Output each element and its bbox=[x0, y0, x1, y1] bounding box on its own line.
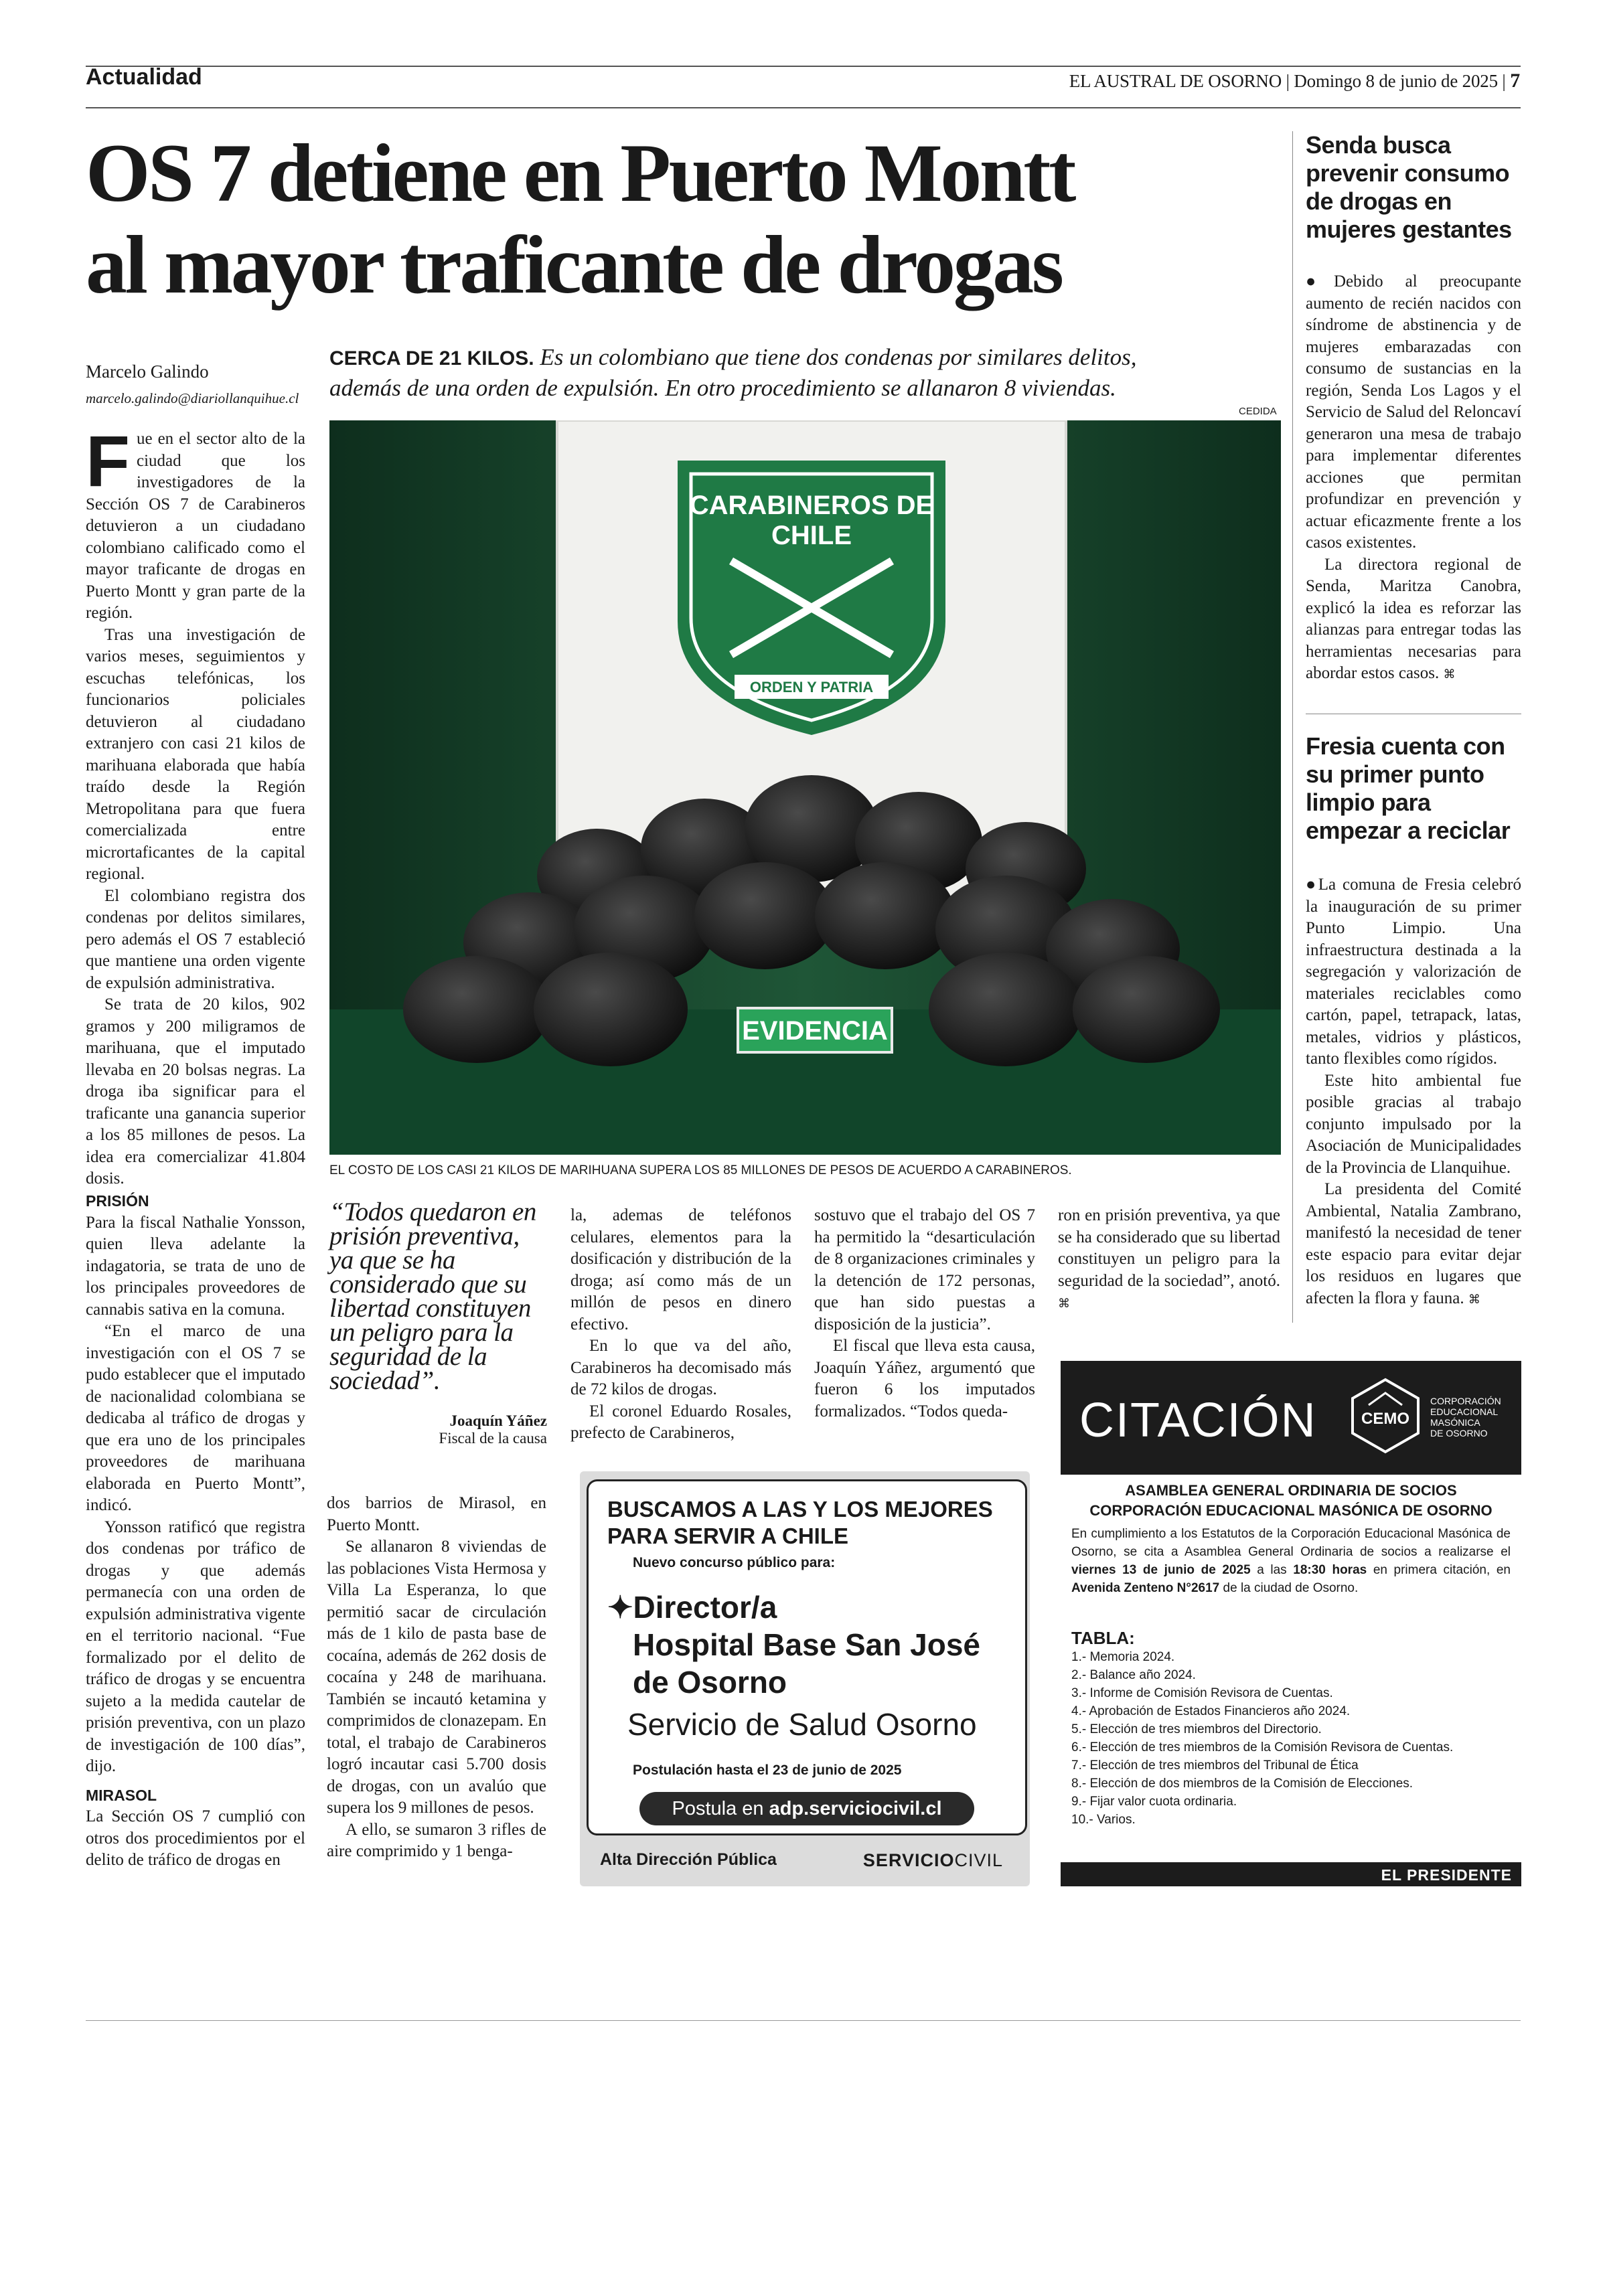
article-column-2 bbox=[327, 1493, 546, 1863]
sidebar2-paragraph-2: Este hito ambiental fue posible gracias al trabajo conjunto impulsado por la Asociación de Municipalidades de la Provincia de Llanquihue. bbox=[1306, 1071, 1521, 1177]
article-column-1b bbox=[86, 1190, 305, 1872]
org-line-2: EDUCACIONAL bbox=[1430, 1406, 1499, 1417]
carabineros-shield bbox=[678, 461, 945, 735]
citation-text-b: a las bbox=[1257, 1563, 1287, 1577]
org-line-3: MASÓNICA bbox=[1430, 1417, 1480, 1428]
ad-card bbox=[587, 1479, 1027, 1835]
sidebar2-title: Fresia cuenta con su primer punto limpio para empezar a reciclar bbox=[1306, 732, 1511, 844]
citation-signature: EL PRESIDENTE bbox=[1381, 1866, 1512, 1884]
photo-illustration bbox=[329, 420, 1281, 1155]
subhead-mirasol: MIRASOL bbox=[86, 1786, 157, 1804]
col4-paragraph-2: El fiscal que lleva esta causa, Joaquín Yáñez, argumentó que fueron 6 los imputados formalizados. “Todos queda- bbox=[814, 1337, 1035, 1420]
col5-paragraph-1: ron en prisión preventiva, ya que se ha considerado que su libertad constituyen un peligro para la seguridad de la sociedad”, anotó. bbox=[1058, 1206, 1280, 1290]
section-label: Actualidad bbox=[86, 64, 202, 90]
article-deck bbox=[329, 343, 1280, 403]
ad-deadline: Postulación hasta el 23 de junio de 2025 bbox=[633, 1762, 902, 1778]
col3-paragraph-2: En lo que va del año, Carabineros ha decomisado más de 72 kilos de drogas. bbox=[570, 1337, 791, 1398]
evidence-tag-text: EVIDENCIA bbox=[742, 1016, 888, 1046]
org-line-1: CORPORACIÓN bbox=[1430, 1396, 1501, 1406]
col2-paragraph-3: A ello, se sumaron 3 rifles de aire comprimido y 1 benga- bbox=[327, 1820, 546, 1860]
agenda-item: 5.- Elección de tres miembros del Directorio. bbox=[1071, 1722, 1322, 1736]
citation-time: 18:30 horas bbox=[1293, 1563, 1367, 1577]
col1-paragraph-2: Tras una investigación de varios meses, seguimientos y escuchas telefónicas, los funcionarios policiales detuvieron al ciudadano extranjero con casi 21 kilos de marihuana elaborada que había traído desde la Región Metropolitana para que fuera comercializada entre micrortaficantes de la capital regional. bbox=[86, 625, 305, 883]
ad-role bbox=[607, 1588, 980, 1701]
pull-quote: “Todos quedaron en prisión preventiva, ya que se ha considerado que su libertad constituyen un peligro para la seguridad de la sociedad”. bbox=[329, 1198, 536, 1395]
page-bottom-rule bbox=[86, 2020, 1521, 2021]
col4-paragraph-1: sostuvo que el trabajo del OS 7 ha permitido la “desarticulación de 8 organizaciones criminales y la detención de 172 personas, que han sido puestas a disposición de la justicia”. bbox=[814, 1206, 1035, 1333]
job-advertisement bbox=[580, 1471, 1030, 1886]
drop-cap: F bbox=[86, 420, 130, 501]
col1-paragraph-4: Se trata de 20 kilos, 902 gramos y 200 miligramos de marihuana, que el imputado llevaba en 20 bolsas negras. La droga iba significar para el traficante una ganancia superior a los 85 millones de pesos. La idea era comercializar 41.804 dosis. bbox=[86, 995, 305, 1187]
citation-title-line-2: CORPORACIÓN EDUCACIONAL MASÓNICA DE OSORNO bbox=[1089, 1502, 1493, 1519]
servicio-civil-logo bbox=[863, 1850, 1003, 1871]
sidebar1-body bbox=[1306, 271, 1521, 686]
ad-role-line-2: Hospital Base San José bbox=[633, 1627, 980, 1662]
photo-credit: CEDIDA bbox=[1239, 406, 1277, 417]
ad-footer-left: Alta Dirección Pública bbox=[600, 1850, 777, 1869]
citation-agenda-label: TABLA: bbox=[1071, 1628, 1135, 1648]
bullet-icon: ● bbox=[1306, 272, 1334, 291]
pull-quote-name: Joaquín Yáñez bbox=[449, 1412, 547, 1429]
article-column-4 bbox=[814, 1205, 1035, 1422]
citation-signature-bar bbox=[1061, 1862, 1521, 1886]
article-column-5 bbox=[1058, 1205, 1280, 1315]
end-mark-icon: ⌘ bbox=[1443, 667, 1456, 681]
deck-kicker: CERCA DE 21 KILOS. bbox=[329, 347, 534, 370]
apply-button-prefix: Postula en bbox=[672, 1798, 764, 1819]
article-headline bbox=[86, 127, 1278, 311]
photo-caption: EL COSTO DE LOS CASI 21 KILOS DE MARIHUANA SUPERA LOS 85 MILLONES DE PESOS DE ACUERDO A CARABINEROS. bbox=[329, 1163, 1072, 1177]
header-top-rule bbox=[86, 66, 1521, 67]
ad-role-line-3: de Osorno bbox=[633, 1665, 787, 1700]
col1-paragraph-7: Yonsson ratificó que registra dos condenas por tráfico de drogas y que además permanecía con una orden de expulsión administrativa vigente en el territorio nacional. “Fue formalizado por el delito de tráfico de drogas y se encuentra sujeto a la medida cautelar de prisión preventiva, con un plazo de investigación de 100 días”, dijo. bbox=[86, 1518, 305, 1775]
end-mark-icon: ⌘ bbox=[1468, 1292, 1480, 1307]
ad-title-line-1: BUSCAMOS A LAS Y LOS MEJORES bbox=[607, 1497, 993, 1522]
citation-title-line-1: ASAMBLEA GENERAL ORDINARIA DE SOCIOS bbox=[1125, 1482, 1457, 1499]
article-column-1 bbox=[86, 420, 305, 1190]
deck-line-2: además de una orden de expulsión. En otro procedimiento se allanaron 8 viviendas. bbox=[329, 375, 1116, 401]
brand-bold: SERVICIO bbox=[862, 1850, 955, 1870]
sidebar1-paragraph-2: La directora regional de Senda, Maritza Canobra, explicó la idea es reforzar las alianzas para entregar todas las herramientas necesarias para abordar estos casos. bbox=[1306, 555, 1521, 682]
agenda-item: 4.- Aprobación de Estados Financieros año 2024. bbox=[1071, 1704, 1351, 1718]
col1-paragraph-1: ue en el sector alto de la ciudad que los investigadores de la Sección OS 7 de Carabineros detuvieron a un ciudadano colombiano calificado como el mayor traficante de drogas en Puerto Montt y gran parte de la región. bbox=[86, 430, 305, 622]
citation-banner bbox=[1061, 1361, 1521, 1475]
sidebar1-paragraph-1: Debido al preocupante aumento de recién nacidos con síndrome de abstinencia y de mujeres embarazadas con consumo de sustancias en la región, Senda Los Lagos y el Servicio de Salud del Reloncaví generaron una mesa de trabajo para implementar diferentes acciones que permitan profundizar en prevención y actuar eficazmente frente a los casos existentes. bbox=[1306, 272, 1521, 552]
sidebar2-body bbox=[1306, 874, 1521, 1311]
citation-place: Avenida Zenteno N°2617 bbox=[1071, 1581, 1220, 1595]
ad-subtitle: Nuevo concurso público para: bbox=[633, 1555, 836, 1570]
citation-org-name bbox=[1430, 1396, 1517, 1439]
citation-text-c: en primera citación, en bbox=[1373, 1563, 1511, 1577]
agenda-item: 6.- Elección de tres miembros de la Comisión Revisora de Cuentas. bbox=[1071, 1740, 1454, 1754]
shield-text-1: CARABINEROS DE bbox=[689, 491, 934, 520]
agenda-item: 10.- Varios. bbox=[1071, 1813, 1136, 1827]
citation-body bbox=[1071, 1525, 1511, 1597]
agenda-item: 2.- Balance año 2024. bbox=[1071, 1668, 1196, 1682]
subhead-prision: PRISIÓN bbox=[86, 1192, 149, 1210]
logo-text: CEMO bbox=[1361, 1410, 1409, 1428]
col1-paragraph-3: El colombiano registra dos condenas por delitos similares, pero además el OS 7 estableció que mantiene una orden vigente de expulsión administrativa. bbox=[86, 886, 305, 992]
article-column-3 bbox=[570, 1205, 791, 1445]
citation-text-a: En cumplimiento a los Estatutos de la Corporación Educacional Masónica de Osorno, se cita a Asamblea General Ordinaria de socios a realizarse el bbox=[1071, 1527, 1511, 1559]
col3-paragraph-3: El coronel Eduardo Rosales, prefecto de Carabineros, bbox=[570, 1402, 791, 1442]
col3-paragraph-1: la, ademas de teléfonos celulares, elementos para la dosificación y distribución de la droga; así como más de un millón de pesos en dinero efectivo. bbox=[570, 1206, 791, 1333]
citation-banner-title: CITACIÓN bbox=[1079, 1394, 1317, 1447]
page-number: 7 bbox=[1510, 70, 1520, 92]
col2-paragraph-1: dos barrios de Mirasol, en Puerto Montt. bbox=[327, 1494, 546, 1534]
deck-line-1: Es un colombiano que tiene dos condenas por similares delitos, bbox=[540, 344, 1137, 370]
end-mark-icon: ⌘ bbox=[1058, 1297, 1070, 1311]
citation-date: viernes 13 de junio de 2025 bbox=[1071, 1563, 1251, 1577]
agenda-item: 1.- Memoria 2024. bbox=[1071, 1650, 1175, 1664]
agenda-item: 7.- Elección de tres miembros del Tribunal de Ética bbox=[1071, 1758, 1359, 1773]
shield-text-2: CHILE bbox=[771, 521, 852, 550]
citation-title bbox=[1061, 1481, 1521, 1521]
author-name: Marcelo Galindo bbox=[86, 361, 209, 382]
org-line-4: DE OSORNO bbox=[1430, 1428, 1488, 1439]
apply-url: adp.serviciocivil.cl bbox=[769, 1798, 942, 1819]
apply-button[interactable] bbox=[639, 1792, 974, 1825]
shield-motto: ORDEN Y PATRIA bbox=[749, 679, 874, 695]
citation-agenda-list bbox=[1071, 1648, 1513, 1829]
sidebar2-paragraph-1: La comuna de Fresia celebró la inauguración de su primer Punto Limpio. Una infraestructura destinada a la segregación y valorización de materiales reciclables como cartón, papel, tetrapack, latas, metales, vidrios y plásticos, tanto flexibles como rígidos. bbox=[1306, 876, 1521, 1068]
pull-quote-role: Fiscal de la causa bbox=[439, 1430, 547, 1447]
bullet-icon: ● bbox=[1306, 876, 1318, 894]
agenda-item: 3.- Informe de Comisión Revisora de Cuentas. bbox=[1071, 1686, 1333, 1700]
sidebar2-paragraph-3: La presidenta del Comité Ambiental, Natalia Zambrano, manifestó la necesidad de tener este espacio para evitar dejar los residuos en lugares que afecten la flora y fauna. bbox=[1306, 1180, 1521, 1307]
headline-line-1: OS 7 detiene en Puerto Montt bbox=[86, 127, 1074, 219]
publication-name: EL AUSTRAL DE OSORNO bbox=[1069, 71, 1282, 91]
pull-quote-attribution bbox=[329, 1412, 547, 1447]
col1-paragraph-6: “En el marco de una investigación con el OS 7 se pudo establecer que el imputado de nacionalidad colombiana se dedicaba al tráfico de drogas y que era uno de los principales proveedores de marihuana elaborada en Puerto Montt”, indicó. bbox=[86, 1322, 305, 1514]
col1-paragraph-5: Para la fiscal Nathalie Yonsson, quien lleva adelante la indagatoria, se trata de uno de los principales proveedores de cannabis sativa en la comuna. bbox=[86, 1213, 305, 1319]
ad-title-line-2: PARA SERVIR A CHILE bbox=[607, 1524, 848, 1548]
headline-line-2: al mayor traficante de drogas bbox=[86, 219, 1062, 311]
ad-title bbox=[607, 1496, 993, 1550]
col2-paragraph-2: Se allanaron 8 viviendas de las poblaciones Vista Hermosa y Villa La Esperanza, lo que permitió sacar de circulación más de 1 kilo de pasta base de cocaína, además de 262 dosis de cocaína y 248 de marihuana. También se incautó ketamina y comprimidos de clonazepam. En total, el trabajo de Carabineros logró incautar casi 5.700 dosis de drogas, con un avalúo que supera los 9 millones de pesos. bbox=[327, 1538, 546, 1817]
agenda-item: 8.- Elección de dos miembros de la Comisión de Elecciones. bbox=[1071, 1777, 1413, 1791]
byline bbox=[86, 361, 300, 407]
ad-role-line-1: Director/a bbox=[633, 1590, 777, 1625]
header-bottom-rule bbox=[86, 107, 1521, 108]
sidebar1-title: Senda busca prevenir consumo de drogas en mujeres gestantes bbox=[1306, 131, 1512, 243]
sparkle-icon: ✦ bbox=[607, 1590, 633, 1625]
ad-service: Servicio de Salud Osorno bbox=[627, 1707, 977, 1742]
sidebar-divider bbox=[1292, 131, 1293, 1323]
citation-text-d: de la ciudad de Osorno. bbox=[1223, 1581, 1359, 1595]
cemo-logo-icon bbox=[1349, 1376, 1422, 1456]
brand-light: CIVIL bbox=[954, 1850, 1003, 1870]
issue-date: Domingo 8 de junio de 2025 bbox=[1294, 71, 1498, 91]
author-email: marcelo.galindo@diariollanquihue.cl bbox=[86, 390, 299, 406]
article-photo bbox=[329, 420, 1281, 1155]
agenda-item: 9.- Fijar valor cuota ordinaria. bbox=[1071, 1795, 1237, 1809]
col1-paragraph-8: La Sección OS 7 cumplió con otros dos procedimientos por el delito de tráfico de drogas en bbox=[86, 1807, 305, 1869]
running-head: EL AUSTRAL DE OSORNO | Domingo 8 de junio de 2025 | 7 bbox=[1069, 70, 1520, 92]
